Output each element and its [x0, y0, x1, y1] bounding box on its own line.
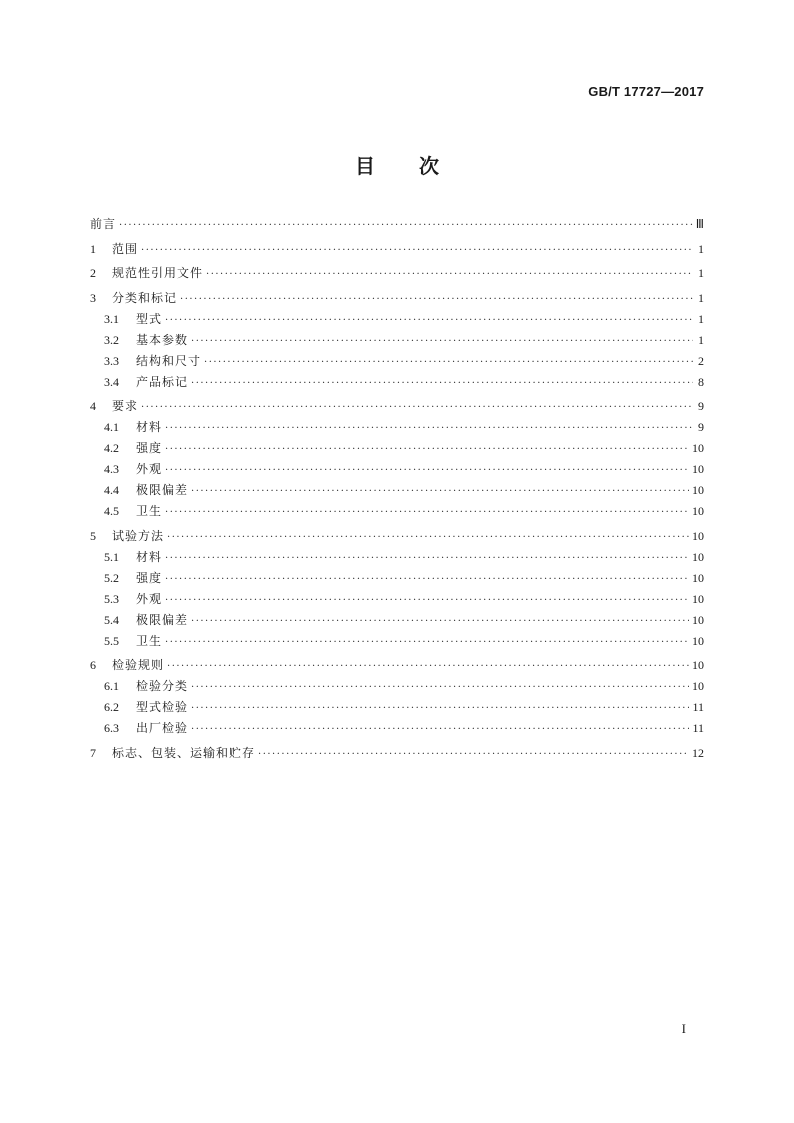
- standard-number: GB/T 17727—2017: [588, 84, 704, 99]
- toc-entry-number: 4: [90, 399, 96, 413]
- toc-entry-title: 检验分类: [136, 679, 189, 693]
- toc-leader-dots: [165, 502, 689, 523]
- toc-entry-page: 10: [692, 570, 704, 585]
- toc-entry-title: 材料: [136, 420, 163, 434]
- toc-title: [0, 150, 794, 179]
- toc-entry-title: 材料: [136, 549, 163, 564]
- toc-entry-page: 1: [698, 311, 704, 326]
- toc-leader-dots: [191, 698, 689, 719]
- toc-entry-page: 1: [698, 290, 704, 305]
- toc-entry-title: 要求: [112, 399, 139, 413]
- toc-entry[interactable]: [90, 438, 704, 459]
- toc-entry-number: 4.1: [104, 420, 119, 434]
- toc-leader-dots: [165, 632, 689, 653]
- toc-leader-dots: [165, 439, 689, 460]
- toc-entry[interactable]: [90, 697, 704, 718]
- toc-entry-page: 10: [692, 658, 704, 672]
- toc-title-part2: 次: [419, 154, 439, 178]
- toc-entry[interactable]: [90, 239, 704, 260]
- toc-entry-title: 极限偏差: [136, 612, 189, 627]
- toc-leader-dots: [165, 569, 689, 590]
- toc-entry[interactable]: [90, 526, 704, 547]
- toc-entry-page: 10: [692, 528, 704, 543]
- toc-entry-page: 1: [698, 266, 704, 280]
- toc-leader-dots: [165, 460, 689, 481]
- toc-leader-dots: [191, 481, 689, 502]
- toc-entry[interactable]: [90, 610, 704, 631]
- toc-leader-dots: [165, 548, 689, 569]
- toc-entry-title: 强度: [136, 441, 163, 455]
- toc-entry-page: 11: [692, 700, 704, 714]
- toc-entry-number: 3.3: [104, 353, 119, 368]
- toc-entry-number: 4.3: [104, 462, 119, 476]
- toc-entry-number: 3.4: [104, 374, 119, 389]
- toc-entry-title: 卫生: [136, 633, 163, 648]
- toc-entry-title: 规范性引用文件: [112, 266, 204, 280]
- toc-entry[interactable]: [90, 372, 704, 393]
- toc-entry-title: 分类和标记: [112, 290, 178, 305]
- toc-entry-title: 范围: [112, 241, 139, 256]
- toc-entry-number: 5.5: [104, 633, 119, 648]
- toc-entry-title: 型式: [136, 311, 163, 326]
- toc-leader-dots: [119, 215, 693, 236]
- toc-entry-number: 3.2: [104, 332, 119, 347]
- toc-entry-title: 出厂检验: [136, 721, 189, 735]
- toc-entry-number: 7: [90, 745, 96, 760]
- toc-entry-page: Ⅲ: [695, 217, 704, 231]
- toc-title-part1: 目: [355, 154, 375, 178]
- toc-entry-page: 10: [692, 504, 704, 518]
- toc-entry[interactable]: [90, 676, 704, 697]
- toc-entry[interactable]: [90, 263, 704, 284]
- toc-entry-title: 型式检验: [136, 700, 189, 714]
- toc-entry-number: 6.3: [104, 721, 119, 735]
- toc-entry-number: 5.1: [104, 549, 119, 564]
- toc-entry[interactable]: [90, 288, 704, 309]
- toc-entry[interactable]: [90, 743, 704, 764]
- toc-entry[interactable]: [90, 351, 704, 372]
- toc-entry-title: 外观: [136, 462, 163, 476]
- toc-entry-number: 1: [90, 241, 96, 256]
- toc-leader-dots: [141, 240, 693, 261]
- toc-entry-page: 11: [692, 721, 704, 735]
- toc-leader-dots: [165, 418, 693, 439]
- toc-entry-number: 5.2: [104, 570, 119, 585]
- toc-entry-title: 极限偏差: [136, 483, 189, 497]
- toc-entry[interactable]: [90, 568, 704, 589]
- toc-entry-number: 4.2: [104, 441, 119, 455]
- toc-entry-page: 8: [698, 374, 704, 389]
- toc-entry-title: 试验方法: [112, 528, 165, 543]
- toc-entry[interactable]: [90, 718, 704, 739]
- toc-entry[interactable]: [90, 417, 704, 438]
- toc-entry-number: 3.1: [104, 311, 119, 326]
- toc-entry-title: 产品标记: [136, 374, 189, 389]
- toc-entry-number: 5: [90, 528, 96, 543]
- toc-entry-number: 4.5: [104, 504, 119, 518]
- toc-leader-dots: [206, 264, 693, 285]
- toc-entry-page: 1: [698, 332, 704, 347]
- toc-entry[interactable]: [90, 396, 704, 417]
- toc-entry-title: 前言: [90, 217, 117, 231]
- toc-entry-title: 卫生: [136, 504, 163, 518]
- toc-entry-number: 6.2: [104, 700, 119, 714]
- toc-entry-number: 5.3: [104, 591, 119, 606]
- toc-entry[interactable]: [90, 214, 704, 235]
- toc-leader-dots: [167, 656, 689, 677]
- toc-entry-page: 10: [692, 679, 704, 693]
- toc-entry-number: 2: [90, 266, 96, 280]
- toc-entry-page: 10: [692, 612, 704, 627]
- toc-entry-page: 2: [698, 353, 704, 368]
- toc-list: [90, 214, 704, 764]
- toc-entry[interactable]: [90, 459, 704, 480]
- toc-entry[interactable]: [90, 480, 704, 501]
- toc-leader-dots: [191, 373, 693, 394]
- toc-entry-number: 6.1: [104, 679, 119, 693]
- toc-entry-page: 10: [692, 633, 704, 648]
- toc-leader-dots: [191, 611, 689, 632]
- toc-leader-dots: [180, 289, 693, 310]
- toc-leader-dots: [258, 744, 689, 765]
- toc-leader-dots: [167, 527, 689, 548]
- toc-entry[interactable]: [90, 309, 704, 330]
- toc-entry-page: 10: [692, 462, 704, 476]
- toc-entry-title: 外观: [136, 591, 163, 606]
- toc-entry-page: 10: [692, 441, 704, 455]
- toc-entry-page: 9: [698, 399, 704, 413]
- toc-leader-dots: [204, 352, 693, 373]
- toc-entry[interactable]: [90, 631, 704, 652]
- toc-entry-page: 10: [692, 483, 704, 497]
- toc-leader-dots: [191, 677, 689, 698]
- toc-entry[interactable]: [90, 330, 704, 351]
- toc-entry-page: 12: [692, 745, 704, 760]
- toc-leader-dots: [141, 397, 693, 418]
- toc-entry[interactable]: [90, 501, 704, 522]
- toc-entry-number: 5.4: [104, 612, 119, 627]
- toc-leader-dots: [191, 331, 693, 352]
- toc-entry[interactable]: [90, 547, 704, 568]
- toc-entry-page: 9: [698, 420, 704, 434]
- toc-entry[interactable]: [90, 589, 704, 610]
- toc-leader-dots: [165, 590, 689, 611]
- toc-entry-page: 10: [692, 591, 704, 606]
- toc-entry-title: 检验规则: [112, 658, 165, 672]
- toc-entry-number: 3: [90, 290, 96, 305]
- toc-entry-title: 强度: [136, 570, 163, 585]
- toc-entry-number: 4.4: [104, 483, 119, 497]
- toc-entry-page: 10: [692, 549, 704, 564]
- toc-entry-number: 6: [90, 658, 96, 672]
- toc-entry-page: 1: [698, 241, 704, 256]
- toc-leader-dots: [191, 719, 689, 740]
- toc-entry-title: 标志、包装、运输和贮存: [112, 745, 256, 760]
- toc-entry-title: 基本参数: [136, 332, 189, 347]
- toc-entry-title: 结构和尺寸: [136, 353, 202, 368]
- toc-leader-dots: [165, 310, 693, 331]
- toc-entry[interactable]: [90, 655, 704, 676]
- page-number: I: [681, 1021, 686, 1036]
